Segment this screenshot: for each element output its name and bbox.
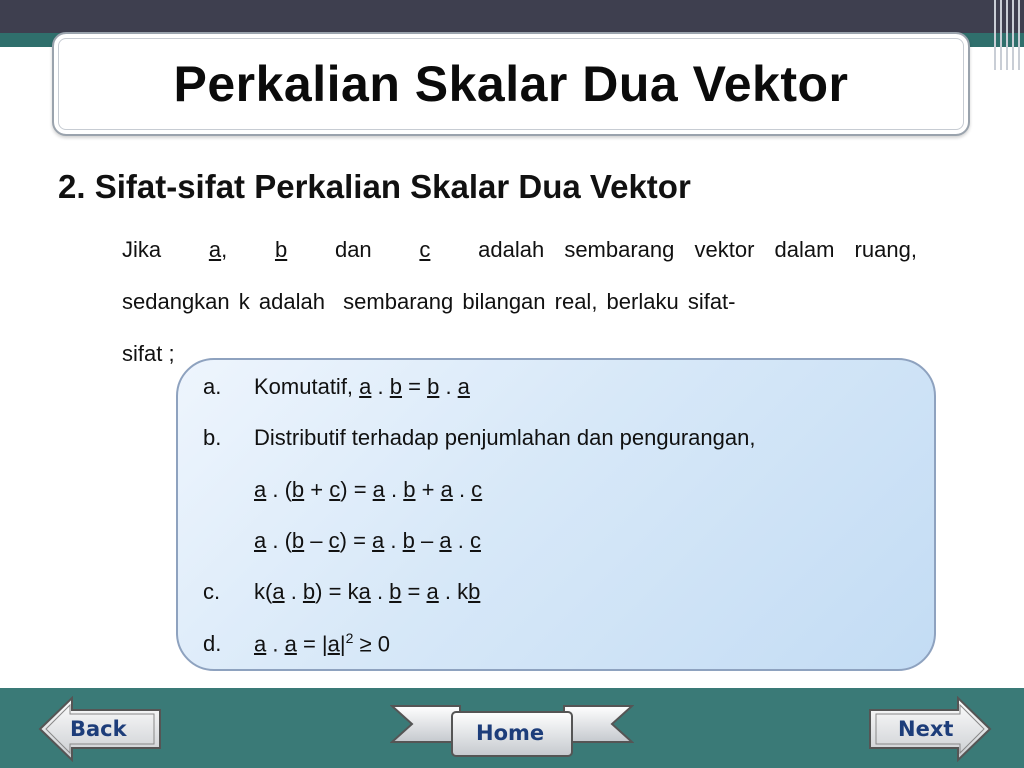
decorative-stripes (990, 0, 1024, 70)
section-heading: 2. Sifat-sifat Perkalian Skalar Dua Vektor (58, 168, 691, 205)
title-box (52, 32, 970, 136)
back-label: Back (70, 717, 127, 741)
next-button[interactable] (868, 696, 992, 762)
property-b-equation-2: a . (b – c) = a . b – a . c (254, 528, 481, 553)
slide-title: Perkalian Skalar Dua Vektor (173, 56, 849, 112)
intro-line-3: sifat ; (122, 341, 175, 366)
intro-line-2: sedangkan k adalah sembarang bilangan real, berlaku sifat- (122, 289, 736, 314)
property-c: c. k(a . b) = ka . b = a . kb (203, 579, 481, 604)
intro-paragraph (122, 224, 917, 380)
back-button[interactable] (38, 696, 162, 762)
property-b: b. Distributif terhadap penjumlahan dan pengurangan, (203, 425, 756, 450)
home-label: Home (476, 721, 545, 745)
properties-panel (176, 358, 936, 671)
next-label: Next (898, 717, 954, 741)
property-a: a. Komutatif, a . b = b . a (203, 374, 470, 399)
property-d: d. a . $a = |a|^2 \ge 0$ (203, 630, 390, 657)
top-dark-bar (0, 0, 1024, 33)
home-button[interactable] (390, 702, 634, 760)
property-b-equation-1: a . (b + c) = a . b + a . c (254, 477, 483, 502)
intro-line-1: Jika a, b dan c adalah sembarang vektor dalam ruang, (122, 237, 917, 262)
